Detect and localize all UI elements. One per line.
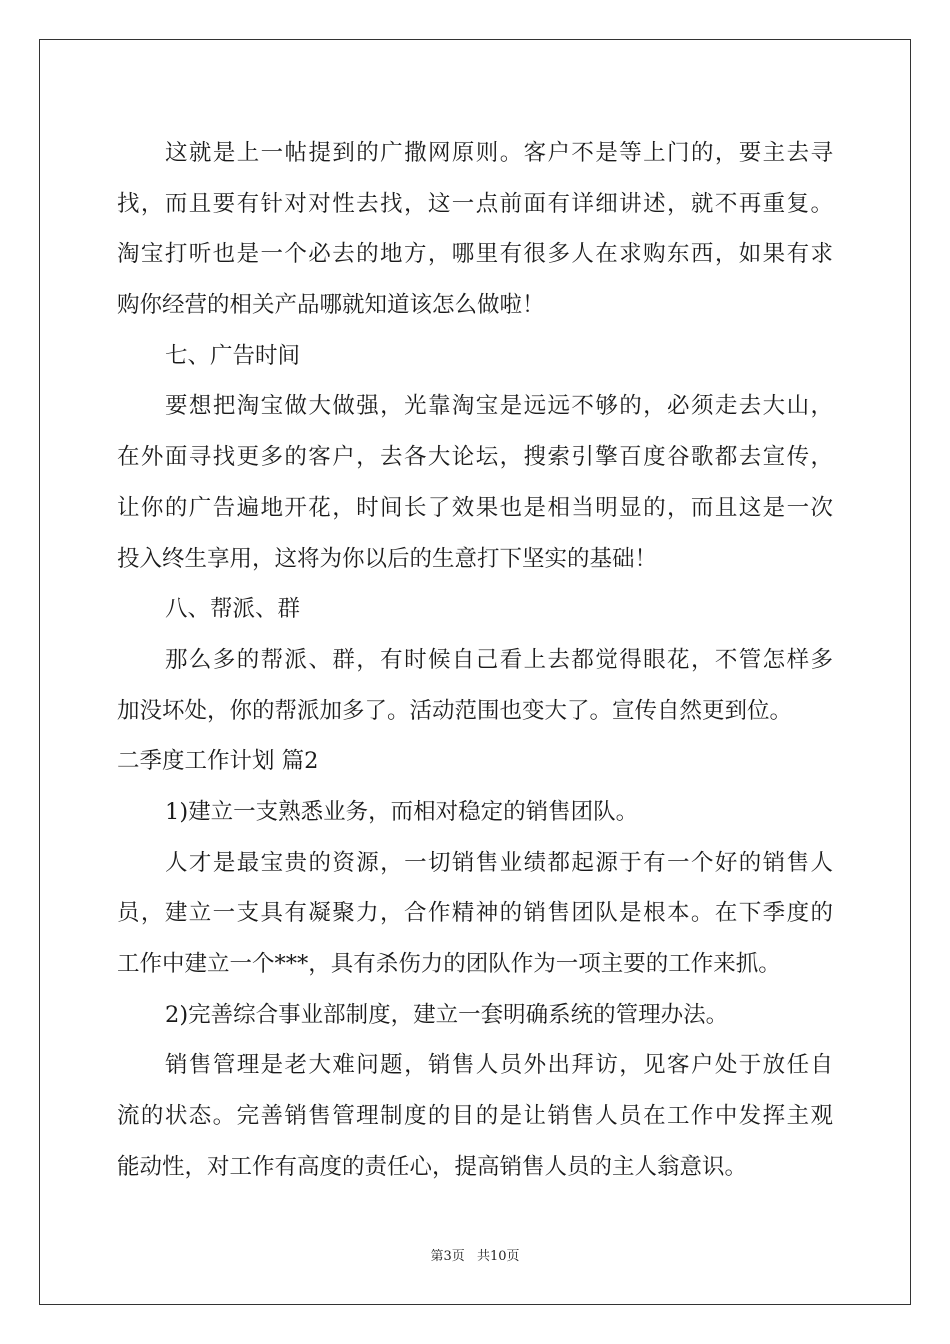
paragraph-line: 那么多的帮派、群，有时候自己看上去都觉得眼花，不管怎样多 bbox=[165, 646, 833, 673]
page-total: 共10页 bbox=[476, 1249, 520, 1264]
section-heading: 2)完善综合事业部制度，建立一套明确系统的管理办法。 bbox=[165, 1001, 729, 1028]
paragraph-line: 找，而且要有针对对性去找，这一点前面有详细讲述，就不再重复。 bbox=[117, 190, 833, 217]
article-title: 二季度工作计划 篇2 bbox=[117, 748, 319, 775]
paragraph-line: 工作中建立一个***，具有杀伤力的团队作为一项主要的工作来抓。 bbox=[117, 951, 781, 977]
paragraph-line: 在外面寻找更多的客户，去各大论坛，搜索引擎百度谷歌都去宣传， bbox=[117, 444, 833, 471]
paragraph-line: 这就是上一帖提到的广撒网原则。客户不是等上门的，要主去寻 bbox=[165, 140, 833, 166]
section-heading: 七、广告时间 bbox=[165, 342, 301, 369]
section-heading: 1)建立一支熟悉业务，而相对稳定的销售团队。 bbox=[165, 798, 639, 825]
paragraph-line: 淘宝打听也是一个必去的地方，哪里有很多人在求购东西，如果有求 bbox=[117, 241, 833, 268]
paragraph-line: 人才是最宝贵的资源，一切销售业绩都起源于有一个好的销售人 bbox=[165, 849, 833, 876]
paragraph-line: 销售管理是老大难问题，销售人员外出拜访，见客户处于放任自 bbox=[165, 1052, 833, 1079]
paragraph-line: 购你经营的相关产品哪就知道该怎么做啦！ bbox=[117, 292, 545, 319]
paragraph-line: 加没坏处，你的帮派加多了。活动范围也变大了。宣传自然更到位。 bbox=[117, 697, 793, 724]
paragraph-line: 让你的广告遍地开花，时间长了效果也是相当明显的，而且这是一次 bbox=[117, 494, 833, 521]
paragraph-line: 要想把淘宝做大做强，光靠淘宝是远远不够的，必须走去大山， bbox=[165, 393, 833, 420]
paragraph-line: 流的状态。完善销售管理制度的目的是让销售人员在工作中发挥主观 bbox=[117, 1103, 833, 1130]
document-body bbox=[117, 128, 833, 1192]
section-heading: 八、帮派、群 bbox=[165, 596, 301, 623]
page-footer bbox=[0, 1245, 950, 1264]
paragraph-line: 能动性，对工作有高度的责任心，提高销售人员的主人翁意识。 bbox=[117, 1153, 748, 1180]
page-number: 第3页 bbox=[430, 1249, 465, 1264]
paragraph-line: 员，建立一支具有凝聚力，合作精神的销售团队是根本。在下季度的 bbox=[117, 900, 833, 927]
paragraph-line: 投入终生享用，这将为你以后的生意打下坚实的基础！ bbox=[117, 545, 658, 572]
